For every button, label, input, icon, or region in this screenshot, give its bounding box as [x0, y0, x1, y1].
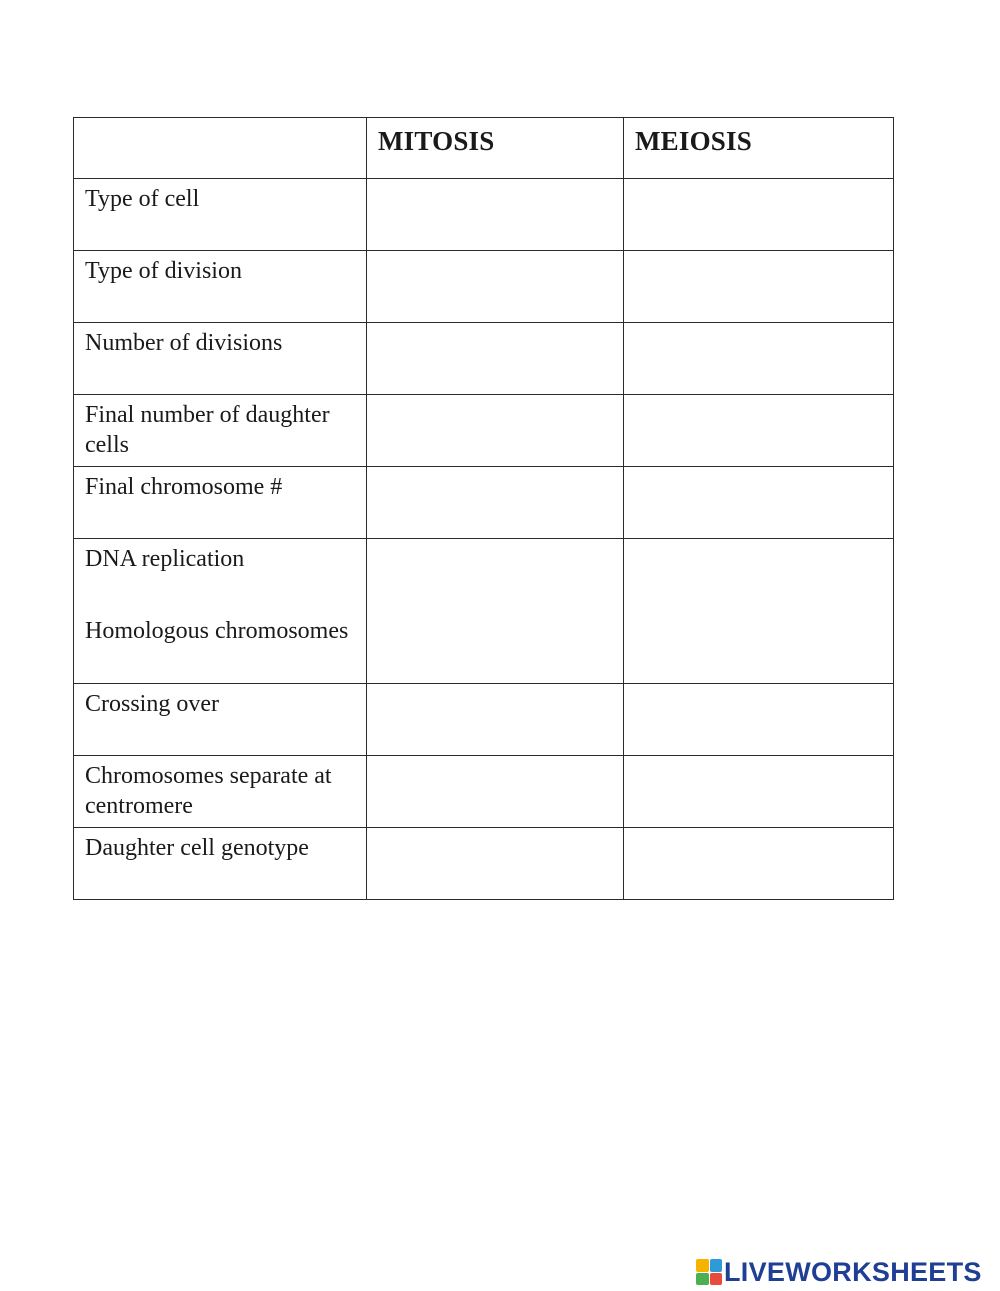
header-mitosis: MITOSIS [367, 118, 624, 179]
row-label-homologous-chromosomes: Homologous chromosomes [85, 618, 349, 644]
liveworksheets-brand[interactable] [696, 1257, 982, 1287]
table-row [74, 395, 894, 467]
header-corner-cell [74, 118, 367, 179]
answer-mitosis-daughter-cell-genotype[interactable] [367, 828, 624, 900]
answer-meiosis-final-number-of-daughter-cells[interactable] [624, 395, 894, 467]
answer-mitosis-number-of-divisions[interactable] [367, 323, 624, 395]
answer-meiosis-crossing-over[interactable] [624, 684, 894, 756]
table-row [74, 828, 894, 900]
table-row [74, 179, 894, 251]
table-row [74, 323, 894, 395]
header-meiosis: MEIOSIS [624, 118, 894, 179]
liveworksheets-logo-icon [696, 1259, 722, 1285]
table-header-row [74, 118, 894, 179]
answer-mitosis-dna-replication[interactable] [367, 539, 624, 684]
comparison-table [73, 117, 894, 900]
row-label-chromosomes-separate: Chromosomes separate at centromere [74, 756, 367, 828]
row-label-dna-replication-cell [74, 539, 367, 684]
answer-mitosis-final-number-of-daughter-cells[interactable] [367, 395, 624, 467]
row-label-final-chromosome-number: Final chromosome # [74, 467, 367, 539]
answer-meiosis-number-of-divisions[interactable] [624, 323, 894, 395]
answer-meiosis-final-chromosome-number[interactable] [624, 467, 894, 539]
table-row [74, 684, 894, 756]
answer-mitosis-type-of-division[interactable] [367, 251, 624, 323]
row-label-dna-replication: DNA replication [85, 546, 245, 572]
answer-mitosis-chromosomes-separate[interactable] [367, 756, 624, 828]
row-label-type-of-cell: Type of cell [74, 179, 367, 251]
answer-meiosis-daughter-cell-genotype[interactable] [624, 828, 894, 900]
brand-text: LIVEWORKSHEETS [724, 1257, 982, 1287]
row-label-final-number-of-daughter-cells: Final number of daughter cells [74, 395, 367, 467]
answer-meiosis-dna-replication[interactable] [624, 539, 894, 684]
answer-mitosis-final-chromosome-number[interactable] [367, 467, 624, 539]
row-label-crossing-over: Crossing over [74, 684, 367, 756]
table-row [74, 756, 894, 828]
table-row [74, 539, 894, 684]
answer-mitosis-type-of-cell[interactable] [367, 179, 624, 251]
row-label-type-of-division: Type of division [74, 251, 367, 323]
table-row [74, 251, 894, 323]
table-row [74, 467, 894, 539]
answer-meiosis-type-of-cell[interactable] [624, 179, 894, 251]
answer-mitosis-crossing-over[interactable] [367, 684, 624, 756]
answer-meiosis-type-of-division[interactable] [624, 251, 894, 323]
answer-meiosis-chromosomes-separate[interactable] [624, 756, 894, 828]
row-label-number-of-divisions: Number of divisions [74, 323, 367, 395]
row-label-daughter-cell-genotype: Daughter cell genotype [74, 828, 367, 900]
